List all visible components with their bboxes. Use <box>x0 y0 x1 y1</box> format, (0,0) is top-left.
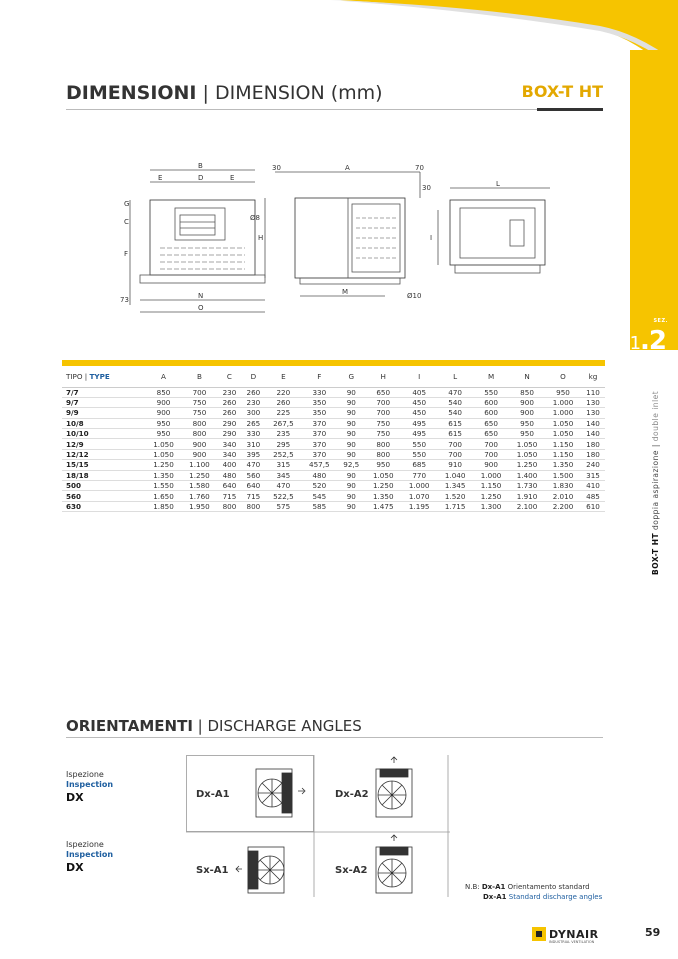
value-cell: 405 <box>401 387 437 397</box>
value-cell: 2.010 <box>545 491 581 501</box>
value-cell: 1.250 <box>365 481 401 491</box>
value-cell: 900 <box>509 397 545 407</box>
dim-l-label: L <box>496 180 500 188</box>
type-cell: 630 <box>62 501 146 511</box>
value-cell: 1.400 <box>509 470 545 480</box>
section-prefix: SEZ. <box>653 318 668 324</box>
dim-m-label: M <box>342 288 349 296</box>
value-cell: 345 <box>265 470 301 480</box>
table-row <box>62 460 605 470</box>
value-cell: 700 <box>365 408 401 418</box>
column-header: G <box>337 367 365 387</box>
value-cell: 1.250 <box>181 470 217 480</box>
value-cell: 230 <box>241 397 265 407</box>
inspection-group-1: Ispezione Inspection DX <box>66 770 114 804</box>
value-cell: 470 <box>241 460 265 470</box>
value-cell: 330 <box>241 429 265 439</box>
dim-d-label: D <box>198 174 204 182</box>
value-cell: 90 <box>337 470 365 480</box>
dim-h-label: H <box>258 234 264 242</box>
value-cell: 240 <box>581 460 605 470</box>
value-cell: 370 <box>301 439 337 449</box>
value-cell: 340 <box>217 439 241 449</box>
value-cell: 370 <box>301 429 337 439</box>
value-cell: 260 <box>265 397 301 407</box>
value-cell: 550 <box>401 439 437 449</box>
page-title-row <box>66 80 603 110</box>
value-cell: 470 <box>265 481 301 491</box>
table-row <box>62 439 605 449</box>
value-cell: 900 <box>146 397 182 407</box>
value-cell: 900 <box>509 408 545 418</box>
value-cell: 235 <box>265 429 301 439</box>
value-cell: 395 <box>241 449 265 459</box>
dim-c-label: C <box>124 218 129 226</box>
value-cell: 1.350 <box>545 460 581 470</box>
sx-a1-label: Sx-A1 <box>196 865 229 876</box>
value-cell: 800 <box>217 501 241 511</box>
dim-g-label: G <box>124 200 130 208</box>
value-cell: 457,5 <box>301 460 337 470</box>
dim-n-label: N <box>198 292 204 300</box>
value-cell: 370 <box>301 418 337 428</box>
value-cell: 1.150 <box>545 449 581 459</box>
value-cell: 1.350 <box>146 470 182 480</box>
column-header: kg <box>581 367 605 387</box>
value-cell: 545 <box>301 491 337 501</box>
value-cell: 1.350 <box>365 491 401 501</box>
value-cell: 140 <box>581 418 605 428</box>
dx-a1-fan-icon <box>256 769 305 817</box>
value-cell: 640 <box>217 481 241 491</box>
value-cell: 1.250 <box>146 460 182 470</box>
value-cell: 350 <box>301 397 337 407</box>
value-cell: 1.250 <box>473 491 509 501</box>
value-cell: 1.500 <box>545 470 581 480</box>
value-cell: 700 <box>437 439 473 449</box>
value-cell: 220 <box>265 387 301 397</box>
value-cell: 130 <box>581 408 605 418</box>
value-cell: 1.000 <box>473 470 509 480</box>
model-name: BOX-T HT <box>521 82 603 101</box>
value-cell: 700 <box>473 449 509 459</box>
logo-mark-icon <box>532 927 546 941</box>
value-cell: 1.250 <box>509 460 545 470</box>
value-cell: 950 <box>509 418 545 428</box>
value-cell: 800 <box>181 429 217 439</box>
value-cell: 495 <box>401 418 437 428</box>
value-cell: 900 <box>181 449 217 459</box>
value-cell: 1.150 <box>473 481 509 491</box>
value-cell: 92,5 <box>337 460 365 470</box>
value-cell: 700 <box>473 439 509 449</box>
value-cell: 600 <box>473 408 509 418</box>
value-cell: 315 <box>581 470 605 480</box>
value-cell: 90 <box>337 429 365 439</box>
side-view-drawing <box>265 172 420 296</box>
header-swoosh <box>0 0 678 80</box>
dim-i-label: I <box>430 234 433 242</box>
table-body <box>62 387 605 512</box>
value-cell: 750 <box>365 429 401 439</box>
value-cell: 560 <box>241 470 265 480</box>
value-cell: 522,5 <box>265 491 301 501</box>
value-cell: 550 <box>473 387 509 397</box>
value-cell: 1.040 <box>437 470 473 480</box>
value-cell: 900 <box>473 460 509 470</box>
column-header: C <box>217 367 241 387</box>
column-header: A <box>146 367 182 387</box>
inspection-group-2: Ispezione Inspection DX <box>66 840 114 874</box>
value-cell: 800 <box>365 439 401 449</box>
section-badge <box>629 318 672 358</box>
front-view-drawing <box>130 170 265 312</box>
value-cell: 2.200 <box>545 501 581 511</box>
value-cell: 90 <box>337 408 365 418</box>
table-row <box>62 429 605 439</box>
value-cell: 1.520 <box>437 491 473 501</box>
type-cell: 12/9 <box>62 439 146 449</box>
value-cell: 1.050 <box>545 418 581 428</box>
column-header: L <box>437 367 473 387</box>
value-cell: 1.050 <box>545 429 581 439</box>
dim-e-label: E <box>230 174 235 182</box>
value-cell: 610 <box>581 501 605 511</box>
column-header: F <box>301 367 337 387</box>
value-cell: 600 <box>473 397 509 407</box>
value-cell: 1.910 <box>509 491 545 501</box>
table-row <box>62 408 605 418</box>
table-row <box>62 449 605 459</box>
value-cell: 180 <box>581 439 605 449</box>
value-cell: 450 <box>401 408 437 418</box>
type-cell: 560 <box>62 491 146 501</box>
sx-a2-fan-icon <box>376 835 412 893</box>
value-cell: 1.730 <box>509 481 545 491</box>
dim-o10-label: Ø10 <box>407 292 422 300</box>
value-cell: 90 <box>337 439 365 449</box>
value-cell: 800 <box>241 501 265 511</box>
value-cell: 340 <box>217 449 241 459</box>
value-cell: 950 <box>365 460 401 470</box>
value-cell: 230 <box>217 387 241 397</box>
value-cell: 700 <box>181 387 217 397</box>
value-cell: 950 <box>545 387 581 397</box>
value-cell: 400 <box>217 460 241 470</box>
value-cell: 700 <box>365 397 401 407</box>
dim-f-label: F <box>124 250 129 258</box>
value-cell: 1.345 <box>437 481 473 491</box>
dim-o8-label: Ø8 <box>250 214 260 222</box>
value-cell: 180 <box>581 449 605 459</box>
value-cell: 585 <box>301 501 337 511</box>
value-cell: 90 <box>337 418 365 428</box>
value-cell: 350 <box>301 408 337 418</box>
value-cell: 260 <box>217 408 241 418</box>
side-accent-bar <box>630 50 678 350</box>
dimension-drawings <box>120 160 560 320</box>
value-cell: 1.000 <box>545 397 581 407</box>
column-header: N <box>509 367 545 387</box>
value-cell: 640 <box>241 481 265 491</box>
value-cell: 800 <box>181 418 217 428</box>
value-cell: 450 <box>401 397 437 407</box>
value-cell: 267,5 <box>265 418 301 428</box>
type-cell: 12/12 <box>62 449 146 459</box>
value-cell: 750 <box>181 397 217 407</box>
table-header-bar <box>62 360 605 366</box>
value-cell: 140 <box>581 429 605 439</box>
footnote: N.B: Dx-A1 Orientamento standard Dx-A1 Standard discharge angles <box>465 883 603 901</box>
sx-a1-fan-icon <box>236 847 284 893</box>
value-cell: 550 <box>401 449 437 459</box>
page-title: DIMENSIONI | DIMENSION (mm) <box>66 82 383 104</box>
type-cell: 10/8 <box>62 418 146 428</box>
type-cell: 15/15 <box>62 460 146 470</box>
value-cell: 110 <box>581 387 605 397</box>
value-cell: 485 <box>581 491 605 501</box>
value-cell: 90 <box>337 491 365 501</box>
value-cell: 1.150 <box>545 439 581 449</box>
rear-view-drawing <box>438 188 550 273</box>
value-cell: 910 <box>437 460 473 470</box>
value-cell: 900 <box>181 439 217 449</box>
value-cell: 900 <box>146 408 182 418</box>
value-cell: 1.050 <box>146 449 182 459</box>
column-header: M <box>473 367 509 387</box>
value-cell: 1.650 <box>146 491 182 501</box>
value-cell: 520 <box>301 481 337 491</box>
value-cell: 770 <box>401 470 437 480</box>
dim-30-label: 30 <box>272 164 281 172</box>
dx-a2-label: Dx-A2 <box>335 789 369 800</box>
value-cell: 700 <box>437 449 473 459</box>
type-cell: 500 <box>62 481 146 491</box>
orientations-title-row <box>66 716 603 738</box>
value-cell: 650 <box>473 429 509 439</box>
type-cell: 9/9 <box>62 408 146 418</box>
value-cell: 650 <box>473 418 509 428</box>
value-cell: 1.550 <box>146 481 182 491</box>
type-cell: 7/7 <box>62 387 146 397</box>
value-cell: 265 <box>241 418 265 428</box>
dx-a1-label: Dx-A1 <box>196 789 230 800</box>
value-cell: 850 <box>146 387 182 397</box>
value-cell: 1.475 <box>365 501 401 511</box>
value-cell: 540 <box>437 397 473 407</box>
value-cell: 480 <box>301 470 337 480</box>
type-column-header: TIPO | TYPE <box>62 367 146 387</box>
value-cell: 1.950 <box>181 501 217 511</box>
type-cell: 10/10 <box>62 429 146 439</box>
column-header: I <box>401 367 437 387</box>
value-cell: 90 <box>337 449 365 459</box>
value-cell: 260 <box>241 387 265 397</box>
dim-e-label: E <box>158 174 163 182</box>
column-header: D <box>241 367 265 387</box>
table-row <box>62 418 605 428</box>
dimension-table <box>62 367 605 512</box>
value-cell: 290 <box>217 418 241 428</box>
value-cell: 1.760 <box>181 491 217 501</box>
value-cell: 1.715 <box>437 501 473 511</box>
value-cell: 330 <box>301 387 337 397</box>
value-cell: 1.050 <box>365 470 401 480</box>
value-cell: 1.050 <box>146 439 182 449</box>
table-row <box>62 491 605 501</box>
value-cell: 310 <box>241 439 265 449</box>
value-cell: 252,5 <box>265 449 301 459</box>
value-cell: 1.195 <box>401 501 437 511</box>
value-cell: 300 <box>241 408 265 418</box>
value-cell: 800 <box>365 449 401 459</box>
value-cell: 750 <box>181 408 217 418</box>
dim-30b-label: 30 <box>422 184 431 192</box>
value-cell: 1.830 <box>545 481 581 491</box>
value-cell: 950 <box>509 429 545 439</box>
value-cell: 1.100 <box>181 460 217 470</box>
sx-a2-label: Sx-A2 <box>335 865 368 876</box>
value-cell: 615 <box>437 429 473 439</box>
value-cell: 370 <box>301 449 337 459</box>
value-cell: 470 <box>437 387 473 397</box>
table-header-row <box>62 367 605 387</box>
value-cell: 950 <box>146 418 182 428</box>
column-header: H <box>365 367 401 387</box>
table-row <box>62 470 605 480</box>
value-cell: 2.100 <box>509 501 545 511</box>
dim-o-label: O <box>198 304 204 312</box>
value-cell: 715 <box>241 491 265 501</box>
dim-a-label: A <box>345 164 350 172</box>
value-cell: 540 <box>437 408 473 418</box>
section-number: 1.2 <box>629 326 666 356</box>
value-cell: 1.850 <box>146 501 182 511</box>
value-cell: 90 <box>337 397 365 407</box>
value-cell: 1.000 <box>401 481 437 491</box>
value-cell: 1.300 <box>473 501 509 511</box>
value-cell: 1.050 <box>509 439 545 449</box>
value-cell: 260 <box>217 397 241 407</box>
table-row <box>62 501 605 511</box>
value-cell: 480 <box>217 470 241 480</box>
value-cell: 1.000 <box>545 408 581 418</box>
value-cell: 850 <box>509 387 545 397</box>
brand-logo: DYNAIR INDUSTRIAL VENTILATION <box>532 926 599 942</box>
value-cell: 410 <box>581 481 605 491</box>
column-header: B <box>181 367 217 387</box>
value-cell: 1.070 <box>401 491 437 501</box>
value-cell: 295 <box>265 439 301 449</box>
value-cell: 290 <box>217 429 241 439</box>
dx-a2-fan-icon <box>376 757 412 817</box>
value-cell: 130 <box>581 397 605 407</box>
dim-b-label: B <box>198 162 203 170</box>
value-cell: 1.580 <box>181 481 217 491</box>
dim-73-label: 73 <box>120 296 129 304</box>
side-vertical-label: BOX-T HT doppia aspirazione | double inlet <box>651 390 660 575</box>
value-cell: 1.050 <box>509 449 545 459</box>
value-cell: 90 <box>337 481 365 491</box>
type-cell: 18/18 <box>62 470 146 480</box>
value-cell: 715 <box>217 491 241 501</box>
value-cell: 90 <box>337 501 365 511</box>
column-header: O <box>545 367 581 387</box>
value-cell: 575 <box>265 501 301 511</box>
table-row <box>62 481 605 491</box>
value-cell: 495 <box>401 429 437 439</box>
table-row <box>62 387 605 397</box>
value-cell: 90 <box>337 387 365 397</box>
value-cell: 615 <box>437 418 473 428</box>
value-cell: 315 <box>265 460 301 470</box>
model-underline <box>537 108 603 111</box>
dim-70-label: 70 <box>415 164 424 172</box>
value-cell: 950 <box>146 429 182 439</box>
value-cell: 685 <box>401 460 437 470</box>
table-row <box>62 397 605 407</box>
value-cell: 650 <box>365 387 401 397</box>
orientations-title: ORIENTAMENTI | DISCHARGE ANGLES <box>66 717 362 735</box>
type-cell: 9/7 <box>62 397 146 407</box>
value-cell: 750 <box>365 418 401 428</box>
page-number: 59 <box>645 926 661 939</box>
value-cell: 225 <box>265 408 301 418</box>
column-header: E <box>265 367 301 387</box>
